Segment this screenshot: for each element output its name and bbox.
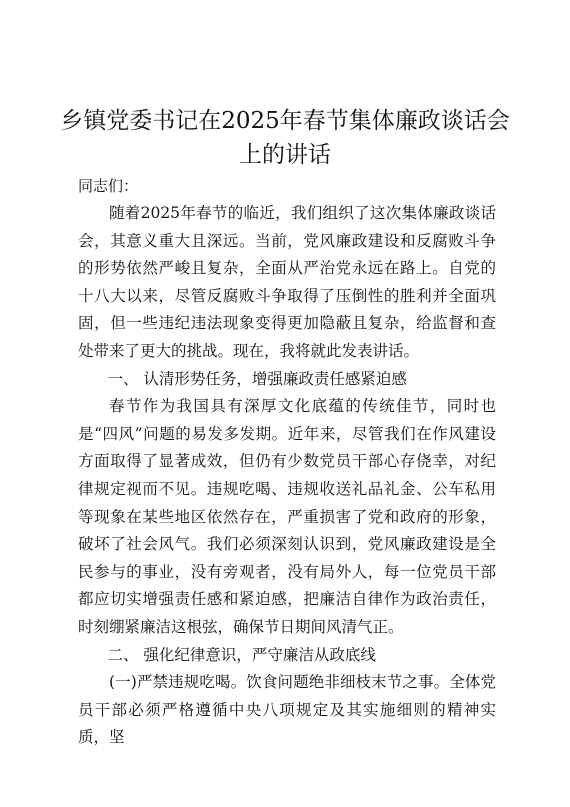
title-line-2: 上的讲话 bbox=[239, 142, 331, 168]
section-heading-1: 一、 认清形势任务，增强廉政责任感紧迫感 bbox=[107, 369, 407, 388]
section-heading-2: 二、 强化纪律意识，严守廉洁从政底线 bbox=[107, 645, 376, 664]
salutation: 同志们： bbox=[78, 177, 139, 195]
title-line-1: 乡镇党委书记在2025年春节集体廉政谈话会 bbox=[60, 108, 510, 134]
paragraph-intro: 随着2025年春节的临近，我们组织了这次集体廉政谈话会，其意义重大且深远。当前，党风廉政建设和反腐败斗争的形势依然严峻且复杂，全面从严治党永远在路上。自党的十八大以来，尽管反腐败斗争取得了压倒性的胜利并全面巩固，但一些违纪违法现象变得更加隐蔽且复杂，给监督和查处带来了更大的挑战。现在，我将就此发表讲话。 bbox=[78, 204, 496, 360]
paragraph-section-2-item-1: (一)严禁违规吃喝。饮食问题绝非细枝末节之事。全体党员干部必须严格遵循中央八项规定及其实施细则的精神实质，坚 bbox=[78, 673, 496, 747]
document-body bbox=[78, 200, 496, 752]
document-title bbox=[60, 104, 510, 172]
paragraph-section-1: 春节作为我国具有深厚文化底蕴的传统佳节，同时也是“四风”问题的易发多发期。近年来，尽管我们在作风建设方面取得了显著成效，但仍有少数党员干部心存侥幸，对纪律规定视而不见。违规吃喝、违规收送礼品礼金、公车私用等现象在某些地区依然存在，严重损害了党和政府的形象，破坏了社会风气。我们必须深刻认识到，党风廉政建设是全民参与的事业，没有旁观者，没有局外人，每一位党员干部都应切实增强责任感和紧迫感，把廉洁自律作为政治责任，时刻绷紧廉洁这根弦，确保节日期间风清气正。 bbox=[78, 397, 496, 636]
